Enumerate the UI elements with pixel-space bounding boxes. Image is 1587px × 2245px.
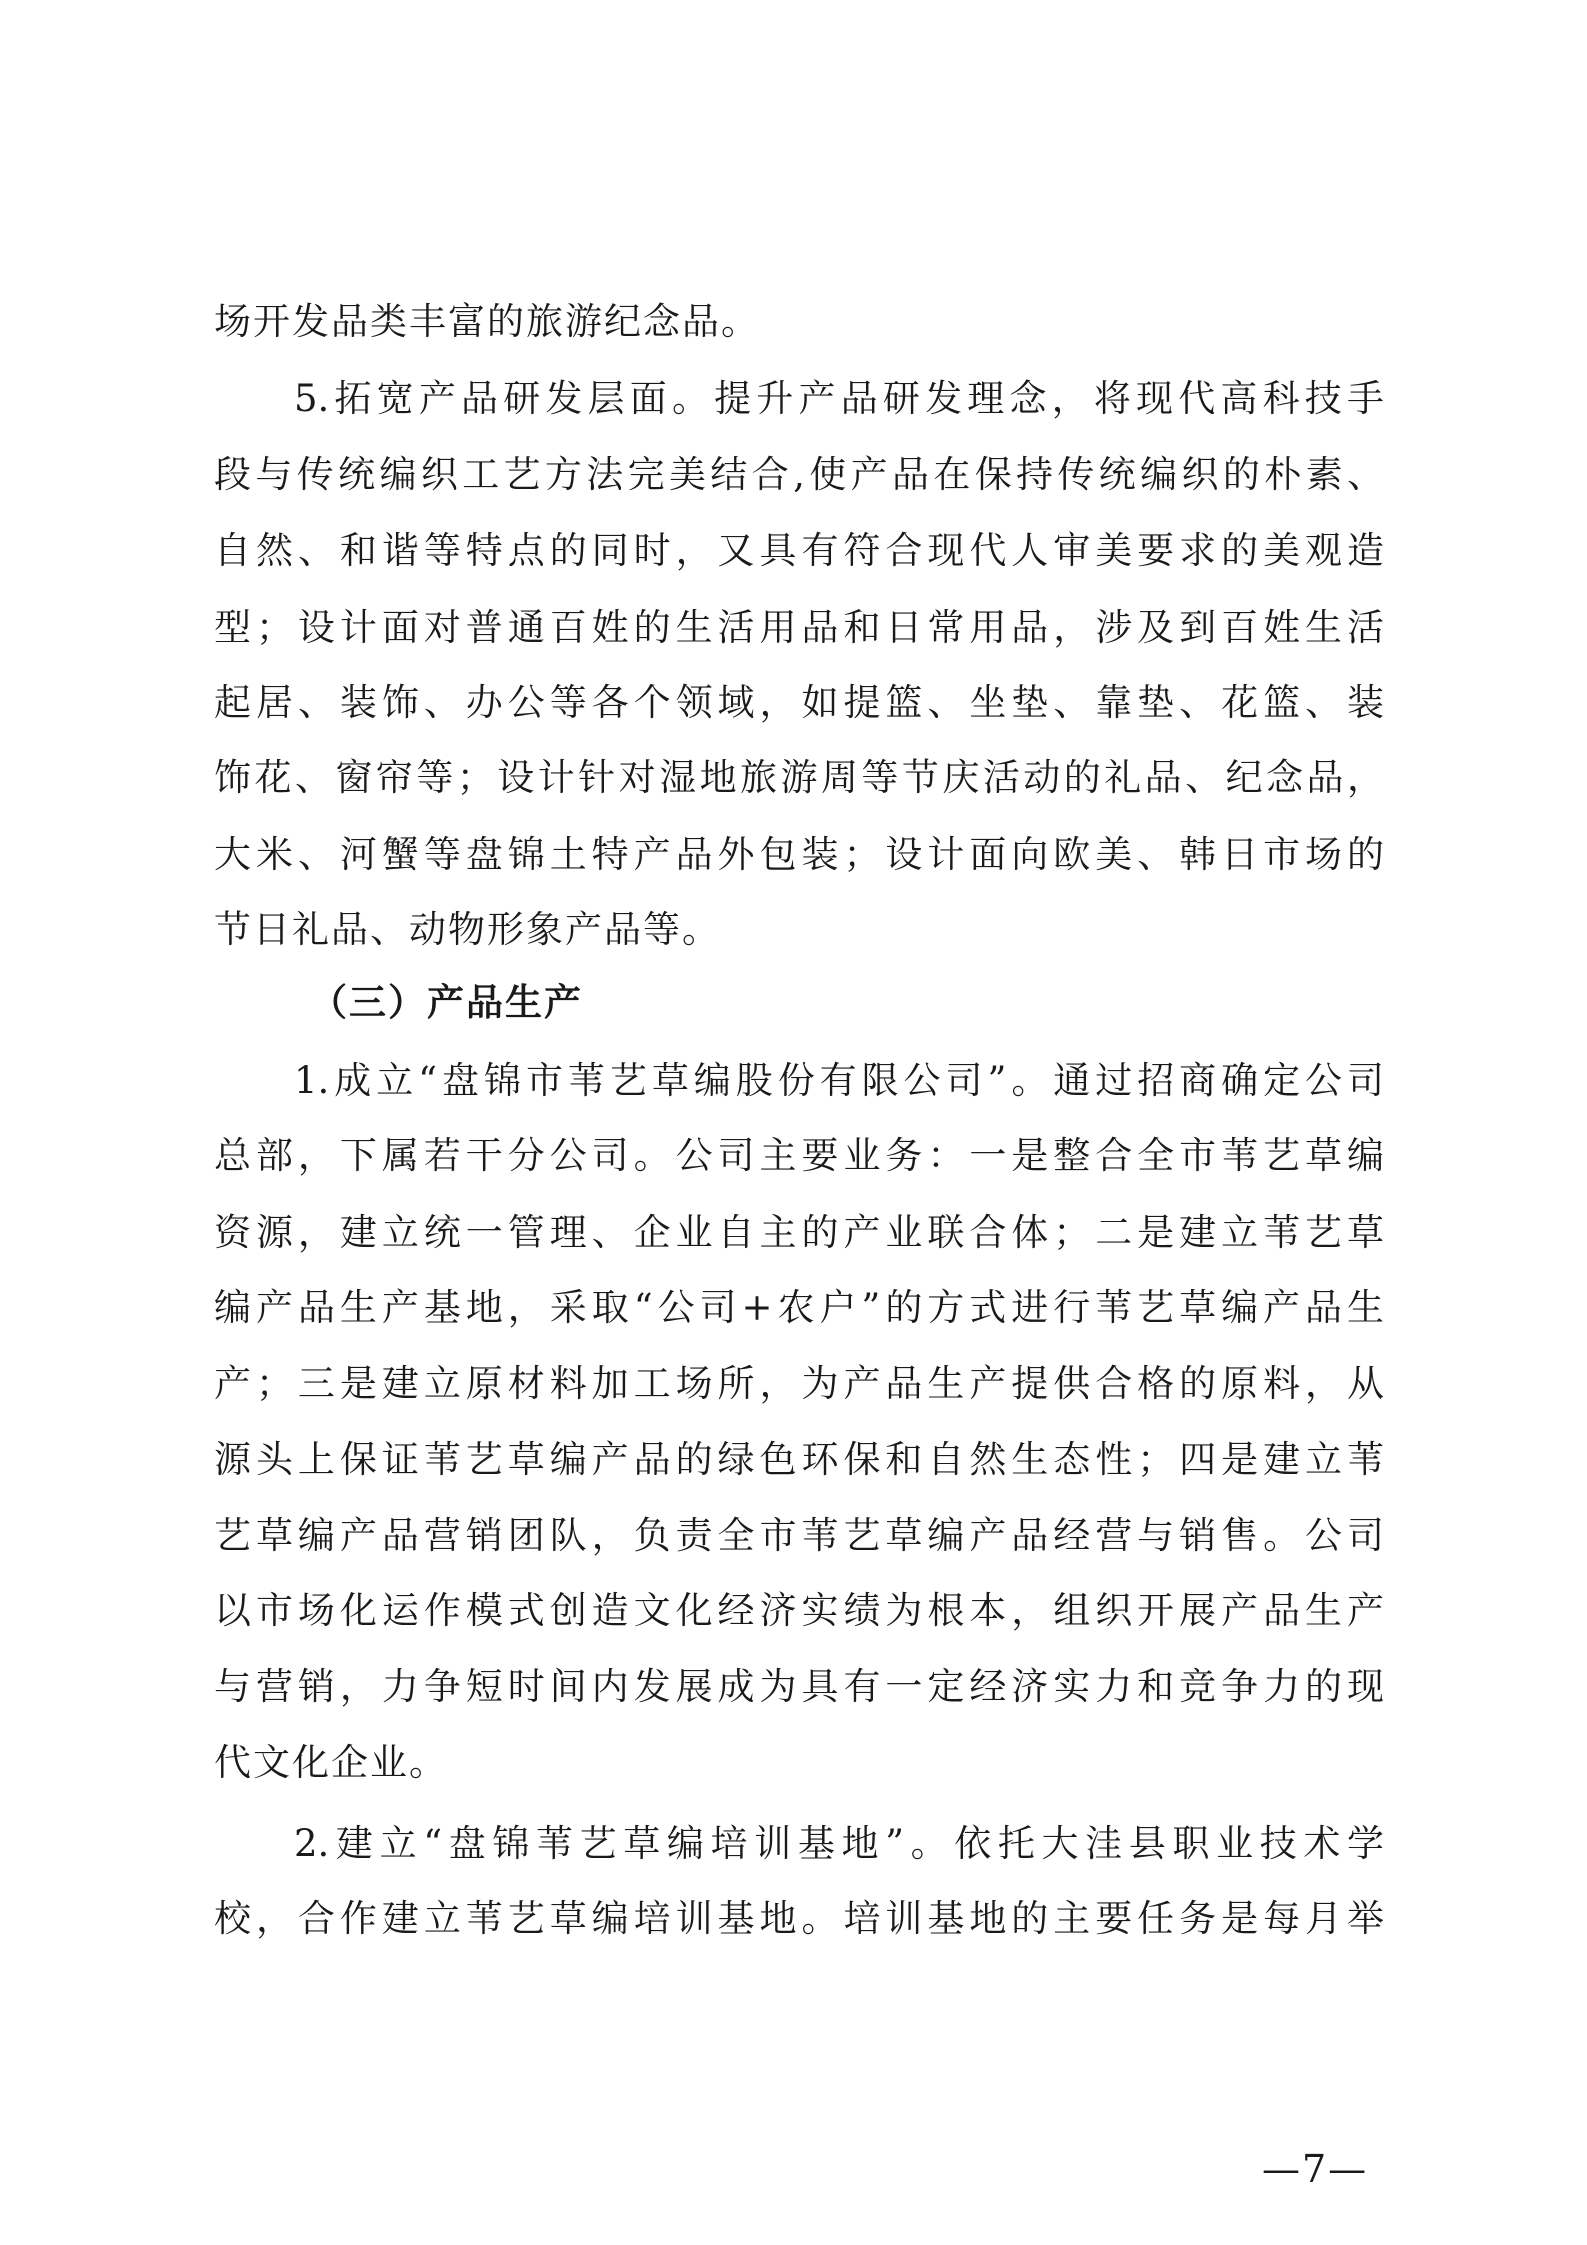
- text-line: 代文化企业。: [214, 1741, 448, 1784]
- page-number: —7—: [1262, 2147, 1369, 2191]
- text-line: 源头上保证苇艺草编产品的绿色环保和自然生态性；四是建立苇: [214, 1438, 1384, 1481]
- text-line: 起居、装饰、办公等各个领域，如提篮、坐垫、靠垫、花篮、装: [214, 681, 1384, 724]
- text-line: 5.拓宽产品研发层面。提升产品研发理念，将现代高科技手: [294, 377, 1384, 420]
- text-line: 以市场化运作模式创造文化经济实绩为根本，组织开展产品生产: [214, 1589, 1384, 1632]
- section-heading: （三）产品生产: [310, 980, 583, 1024]
- text-line: 饰花、窗帘等；设计针对湿地旅游周等节庆活动的礼品、纪念品，: [214, 756, 1384, 799]
- text-line: 自然、和谐等特点的同时，又具有符合现代人审美要求的美观造: [214, 529, 1384, 572]
- text-line: 节日礼品、动物形象产品等。: [214, 908, 721, 951]
- text-line: 段与传统编织工艺方法完美结合,使产品在保持传统编织的朴素、: [214, 453, 1384, 496]
- text-line: 场开发品类丰富的旅游纪念品。: [214, 300, 760, 343]
- text-line: 大米、河蟹等盘锦土特产品外包装；设计面向欧美、韩日市场的: [214, 833, 1384, 876]
- text-line: 产；三是建立原材料加工场所，为产品生产提供合格的原料，从: [214, 1362, 1384, 1405]
- text-line: 编产品生产基地，采取“公司+农户”的方式进行苇艺草编产品生: [214, 1286, 1384, 1329]
- text-line: 2.建立“盘锦苇艺草编培训基地”。依托大洼县职业技术学: [294, 1822, 1384, 1865]
- text-line: 与营销，力争短时间内发展成为具有一定经济实力和竞争力的现: [214, 1665, 1384, 1708]
- text-line: 总部，下属若干分公司。公司主要业务：一是整合全市苇艺草编: [214, 1134, 1384, 1177]
- text-line: 1.成立“盘锦市苇艺草编股份有限公司”。通过招商确定公司: [294, 1059, 1384, 1102]
- text-line: 资源，建立统一管理、企业自主的产业联合体；二是建立苇艺草: [214, 1211, 1384, 1254]
- text-line: 校，合作建立苇艺草编培训基地。培训基地的主要任务是每月举: [214, 1897, 1384, 1940]
- text-line: 艺草编产品营销团队，负责全市苇艺草编产品经营与销售。公司: [214, 1514, 1384, 1557]
- text-line: 型；设计面对普通百姓的生活用品和日常用品，涉及到百姓生活: [214, 606, 1384, 649]
